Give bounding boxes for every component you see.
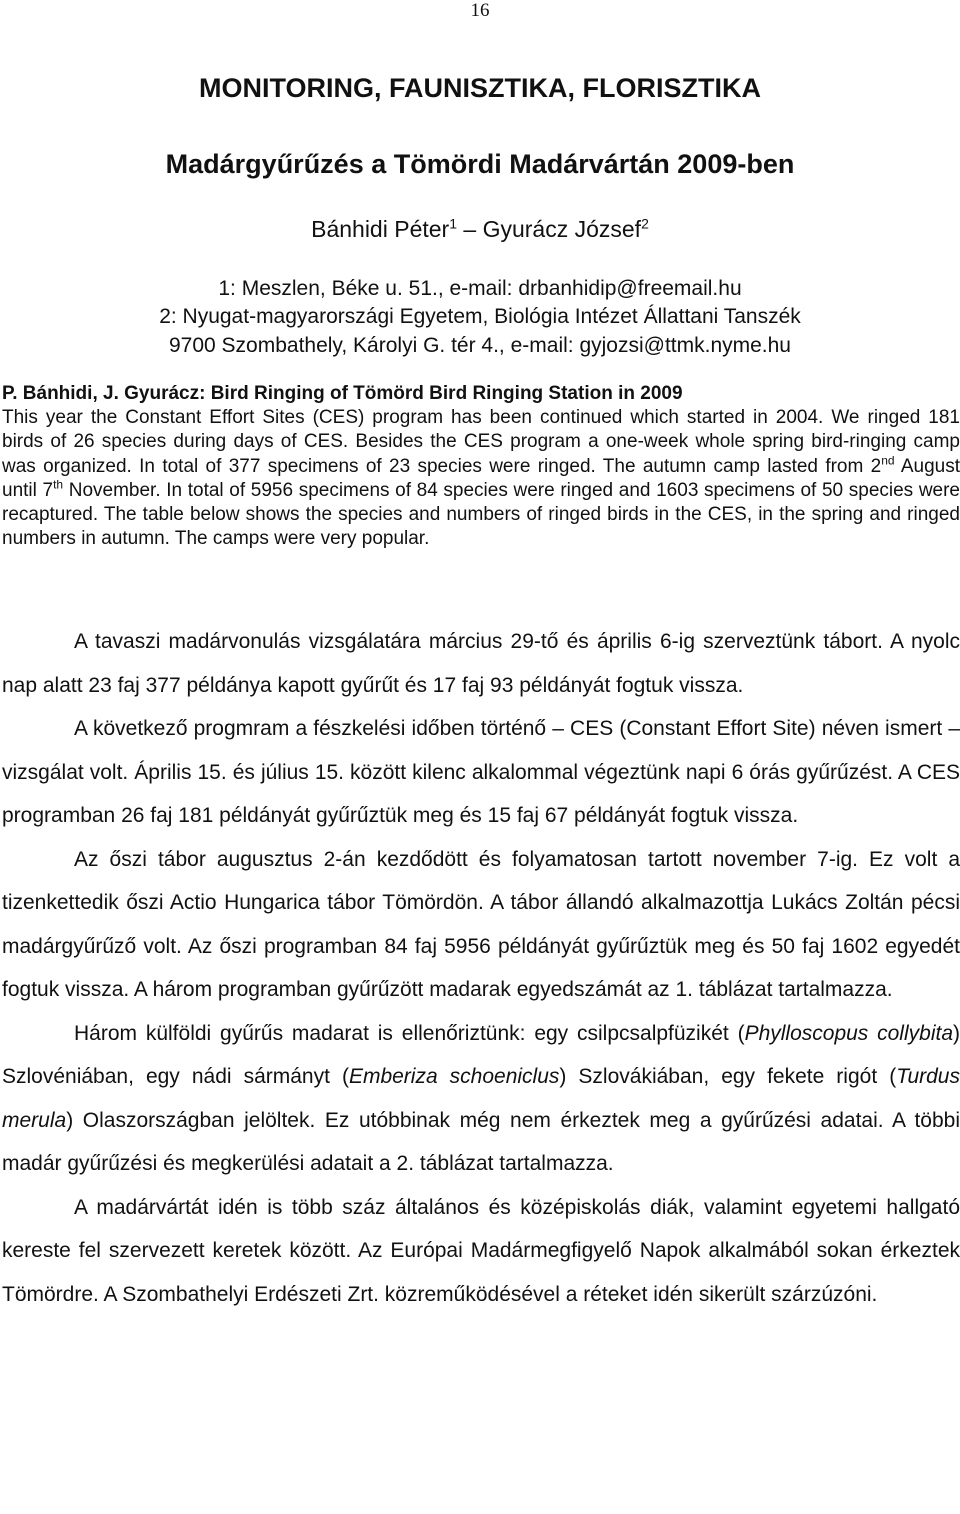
paragraph: A madárvártát idén is több száz általános és középiskolás diák, valamint egyetemi hallgató kereste fel szervezett keretek között. Az Európai Madármegfigyelő Napok alkalmából sokan érkeztek Tömördre. A Szombathelyi Erdészeti Zrt. közreműködésével a réteket idén sikerült szárzúzóni. xyxy=(2,1195,960,1306)
affiliation-marker: 2 xyxy=(641,215,649,232)
author-separator: – xyxy=(457,216,483,242)
author-name: Bánhidi Péter xyxy=(311,216,450,242)
paragraph: A tavaszi madárvonulás vizsgálatára március 29-tő és április 6-ig szerveztünk tábort. A nyolc nap alatt 23 faj 377 példánya kapott gyűrűt és 17 faj 93 példányát fogtuk vissza. xyxy=(2,630,960,697)
affiliation-marker: 1 xyxy=(449,215,457,232)
page-number: 16 xyxy=(470,0,490,21)
english-abstract xyxy=(2,382,960,551)
paragraph: Három külföldi gyűrűs madarat is ellenőriztünk: egy csilpcsalpfüzikét (Phylloscopus collybita) Szlovéniában, egy nádi sármányt (Emberiza schoeniclus) Szlovákiában, egy fekete rigót (Turdus merula) Olaszországban jelöltek. Ez utóbbinak még nem érkeztek meg a gyűrűzési adatai. A többi madár gyűrűzési és megkerülési adatait a 2. táblázat tartalmazza. xyxy=(2,1021,960,1175)
paragraph: Az őszi tábor augusztus 2-án kezdődött és folyamatosan tartott november 7-ig. Ez volt a tizenkettedik őszi Actio Hungarica tábor Tömördön. A tábor állandó alkalmazottja Lukács Zoltán pécsi madárgyűrűző volt. Az őszi programban 84 faj 5956 példányát gyűrűztük meg és 50 faj 1602 egyedét fogtuk vissza. A három programban gyűrűzött madarak egyedszámát az 1. táblázat tartalmazza. xyxy=(2,847,960,1001)
affiliation-line: 1: Meszlen, Béke u. 51., e-mail: drbanhidip@freemail.hu xyxy=(218,277,742,300)
species-name: Phylloscopus collybita xyxy=(744,1021,953,1045)
species-name: Emberiza schoeniclus xyxy=(348,1065,560,1088)
author-name: Gyurácz József xyxy=(482,216,642,242)
species-name: Turdus merula xyxy=(2,1065,960,1132)
body-text xyxy=(2,620,960,1316)
author-line xyxy=(0,214,960,244)
section-title: MONITORING, FAUNISZTIKA, FLORISZTIKA xyxy=(199,73,761,103)
article-title: Madárgyűrűzés a Tömördi Madárvártán 2009-ben xyxy=(165,149,795,179)
affiliation-line: 2: Nyugat-magyarországi Egyetem, Biológia Intézet Állattani Tanszék xyxy=(159,305,801,328)
abstract-title: P. Bánhidi, J. Gyurácz: Bird Ringing of Tömörd Bird Ringing Station in 2009 xyxy=(2,383,683,404)
affiliation-line: 9700 Szombathely, Károlyi G. tér 4., e-mail: gyjozsi@ttmk.nyme.hu xyxy=(168,334,791,357)
paragraph: A következő progmram a fészkelési időben történő – CES (Constant Effort Site) néven ismert – vizsgálat volt. Április 15. és július 15. között kilenc alkalommal végeztünk napi 6 órás gyűrűzést. A CES programban 26 faj 181 példányát gyűrűztük meg és 15 faj 67 példányát fogtuk vissza. xyxy=(2,717,960,827)
abstract-text: This year the Constant Effort Sites (CES) program has been continued which started in 2004. We ringed 181 birds of 26 species during days of CES. Besides the CES program a one-week whole spring bird-ringing camp was organized. In total of 377 specimens of 23 species were ringed. The autumn camp lasted from 2nd August until 7th November. In total of 5956 specimens of 84 species were ringed and 1603 specimens of 50 species were recaptured. The table below shows the species and numbers of ringed birds in the CES, in the spring and ringed numbers in autumn. The camps were very popular. xyxy=(2,407,960,550)
